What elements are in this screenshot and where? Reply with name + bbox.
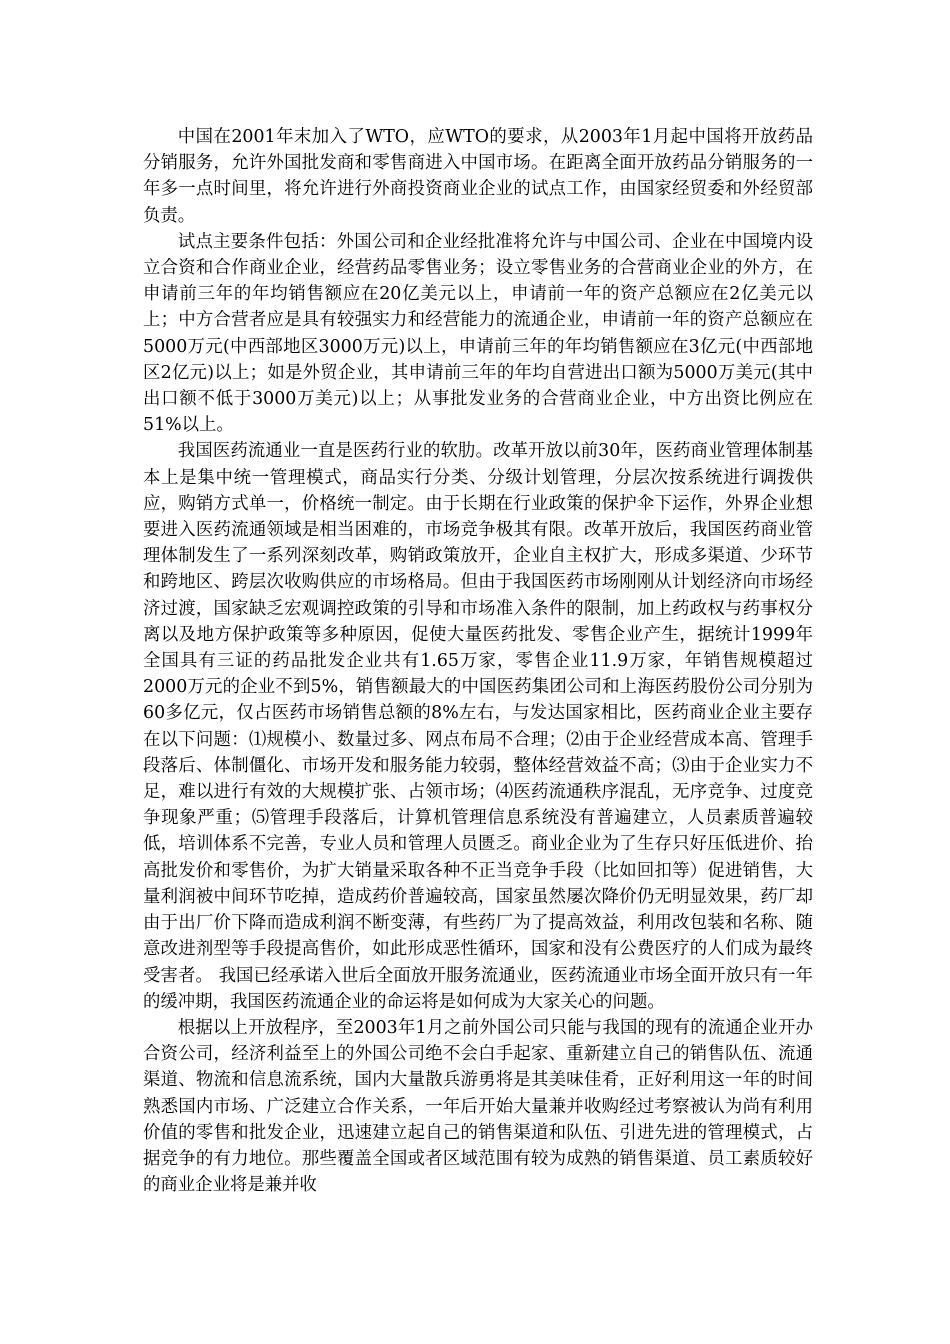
paragraph-opening-procedure: 根据以上开放程序，至2003年1月之前外国公司只能与我国的现有的流通企业开办合资公司，经济利益至上的外国公司绝不会白手起家、重新建立自己的销售队伍、流通渠道、物流和信息流系统，国内大量散兵游勇将是其美味佳肴，正好利用这一年的时间熟悉国内市场、广泛建立合作关系，一年后开始大量兼并收购经过考察被认为尚有利用价值的零售和批发企业，迅速建立起自己的销售渠道和队伍、引进先进的管理模式，占据竞争的有力地位。那些覆盖全国或者区域范围有较为成熟的销售渠道、员工素质较好的商业企业将是兼并收	[143, 1017, 813, 1196]
document-body	[143, 124, 813, 1198]
paragraph-industry-problems: 我国医药流通业一直是医药行业的软肋。改革开放以前30年，医药商业管理体制基本上是集中统一管理模式，商品实行分类、分级计划管理，分层次按系统进行调拨供应，购销方式单一，价格统一制定。由于长期在行业政策的保护伞下运作，外界企业想要进入医药流通领域是相当困难的，市场竞争极其有限。改革开放后，我国医药商业管理体制发生了一系列深刻改革，购销政策放开，企业自主权扩大，形成多渠道、少环节和跨地区、跨层次收购供应的市场格局。但由于我国医药市场刚刚从计划经济向市场经济过渡，国家缺乏宏观调控政策的引导和市场准入条件的限制，加上药政权与药事权分离以及地方保护政策等多种原因，促使大量医药批发、零售企业产生，据统计1999年全国具有三证的药品批发企业共有1.65万家，零售企业11.9万家，年销售规模超过2000万元的企业不到5%，销售额最大的中国医药集团公司和上海医药股份公司分别为60多亿元，仅占医药市场销售总额的8%左右，与发达国家相比，医药商业企业主要存在以下问题：⑴规模小、数量过多、网点布局不合理；⑵由于企业经营成本高、管理手段落后、体制僵化、市场开发和服务能力较弱，整体经营效益不高；⑶由于企业实力不足，难以进行有效的大规模扩张、占领市场；⑷医药流通秩序混乱，无序竞争、过度竞争现象严重；⑸管理手段落后，计算机管理信息系统没有普遍建立，人员素质普遍较低，培训体系不完善，专业人员和管理人员匮乏。商业企业为了生存只好压低进价、抬高批发价和零售价，为扩大销量采取各种不正当竞争手段（比如回扣等）促进销售，大量利润被中间环节吃掉，造成药价普遍较高，国家虽然屡次降价仍无明显效果，药厂却由于出厂价下降而造成利润不断变薄，有些药厂为了提高效益，利用改包装和名称、随意改进剂型等手段提高售价，如此形成恶性循环，国家和没有公费医疗的人们成为最终受害者。 我国已经承诺入世后全面放开服务流通业，医药流通业市场全面开放只有一年的缓冲期，我国医药流通企业的命运将是如何成为大家关心的问题。	[143, 441, 813, 1012]
paragraph-wto-accession: 中国在2001年末加入了WTO，应WTO的要求，从2003年1月起中国将开放药品分销服务，允许外国批发商和零售商进入中国市场。在距离全面开放药品分销服务的一年多一点时间里，将允许进行外商投资商业企业的试点工作，由国家经贸委和外经贸部负责。	[143, 127, 813, 226]
paragraph-pilot-conditions: 试点主要条件包括：外国公司和企业经批准将允许与中国公司、企业在中国境内设立合资和合作商业企业，经营药品零售业务；设立零售业务的合营商业企业的外方，在申请前三年的年均销售额应在20亿美元以上，申请前一年的资产总额应在2亿美元以上；中方合营者应是具有较强实力和经营能力的流通企业，申请前一年的资产总额应在5000万元(中西部地区3000万元)以上，申请前三年的年均销售额应在3亿元(中西部地区2亿元)以上；如是外贸企业，其申请前三年的年均自营进出口额为5000万美元(其中出口额不低于3000万美元)以上；从事批发业务的合营商业企业，中方出资比例应在51%以上。	[143, 231, 813, 436]
